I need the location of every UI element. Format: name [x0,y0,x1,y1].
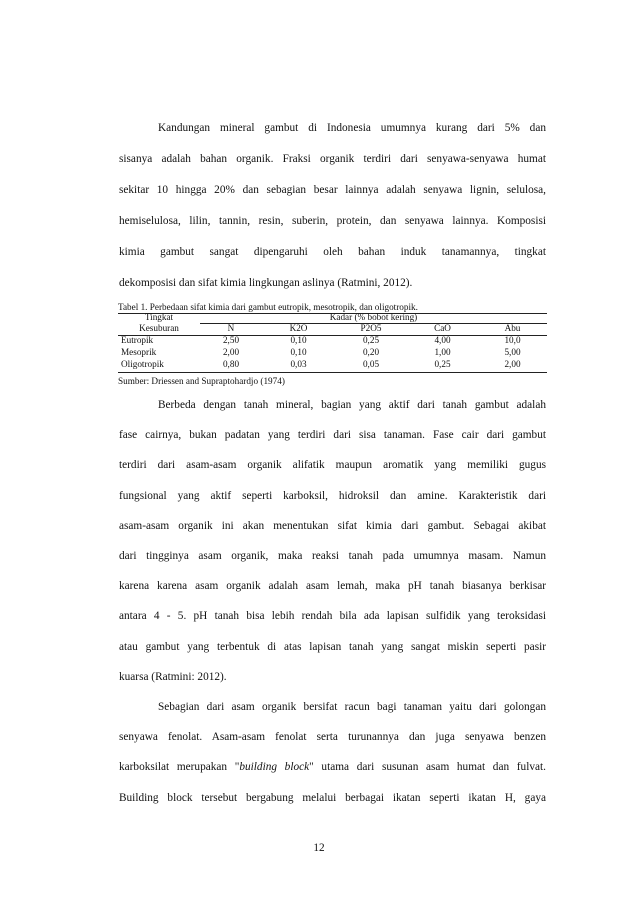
row-label: Eutropik [121,335,154,345]
col-header-n: N [227,323,235,333]
table-cell: 2,00 [504,359,521,369]
header-kesuburan: Kesuburan [139,323,179,333]
col-header-k2o: K2O [289,323,308,333]
text-line: dekomposisi dan sifat kimia lingkungan aslinya (Ratmini, 2012). [119,277,413,289]
text-line: sisanya adalah bahan organik. Fraksi organik terdiri dari senyawa-senyawa humat [119,153,546,165]
text-span: karboksilat merupakan " [119,761,240,773]
text-line: kuarsa (Ratmini: 2012). [119,671,227,683]
header-kadar: Kadar (% bobot kering) [329,312,418,322]
table-cell: 4,00 [434,335,451,345]
table-bottom-rule [118,372,547,373]
table-cell: 0,10 [290,335,307,345]
table-cell: 2,00 [222,347,240,357]
text-line: asam-asam organik ini akan menentukan sifat kimia dari gambut. Sebagai akibat [119,520,546,532]
text-line: atau gambut yang terbentuk di atas lapisan tanah yang sangat miskin seperti pasir [119,641,546,653]
table-cell: 0,80 [222,359,240,369]
page-number: 12 [313,842,325,854]
text-line: hemiselulosa, lilin, tannin, resin, suberin, protein, dan senyawa lainnya. Komposisi [119,215,546,227]
text-line: fase cairnya, bukan padatan yang terdiri dari sisa tanaman. Fase cair dari gambut [119,429,546,441]
table-cell: 0,20 [362,347,380,357]
text-line: kimia gambut sangat dipengaruhi oleh bahan induk tanamannya, tingkat [119,246,546,258]
table-cell: 10,0 [504,335,521,345]
table-cell: 0,10 [290,347,307,357]
text-line: senyawa fenolat. Asam-asam fenolat serta turunannya dan juga senyawa benzen [119,731,546,743]
table-cell: 0,25 [362,335,380,345]
table-cell: 2,50 [222,335,240,345]
text-line: Building block tersebut bergabung melalui berbagai ikatan seperti ikatan H, gaya [119,792,546,804]
table-cell: 0,03 [290,359,307,369]
text-line: terdiri dari asam-asam organik alifatik maupun aromatik yang memiliki gugus [119,459,546,471]
text-line: dari tingginya asam organik, maka reaksi tanah pada umumnya masam. Namun [119,550,546,562]
table-source: Sumber: Driessen and Supraptohardjo (1974) [118,376,285,386]
table-cell: 1,00 [434,347,451,357]
text-line: Berbeda dengan tanah mineral, bagian yang aktif dari tanah gambut adalah [158,399,546,411]
text-span: " utama dari susunan asam humat dan fulvat. [309,761,546,773]
table-caption: Tabel 1. Perbedaan sifat kimia dari gambut eutropik, mesotropik, dan oligotropik. [118,302,418,312]
text-line: sekitar 10 hingga 20% dan sebagian besar lainnya adalah senyawa lignin, selulosa, [119,184,546,196]
col-header-abu: Abu [504,323,521,333]
table-cell: 0,05 [362,359,380,369]
text-line: fungsional yang aktif seperti karboksil, hidroksil dan amine. Karakteristik dari [119,490,546,502]
table-cell: 0,25 [434,359,451,369]
text-line: Sebagian dari asam organik bersifat racun bagi tanaman yaitu dari golongan [158,701,546,713]
text-line: karena karena asam organik adalah asam lemah, maka pH tanah biasanya berkisar [119,580,546,592]
header-tingkat: Tingkat [144,312,174,322]
row-label: Mesoprik [121,347,157,357]
text-line-with-italic [119,760,546,774]
italic-term: building block [239,761,310,773]
row-label: Oligotropik [121,359,164,369]
table-cell: 5,00 [504,347,521,357]
col-header-p2o5: P2O5 [360,323,382,333]
text-line: antara 4 - 5. pH tanah bisa lebih rendah bila ada lapisan sulfidik yang teroksidasi [119,610,546,622]
text-line: Kandungan mineral gambut di Indonesia umumnya kurang dari 5% dan [158,122,546,134]
col-header-cao: CaO [434,323,451,333]
